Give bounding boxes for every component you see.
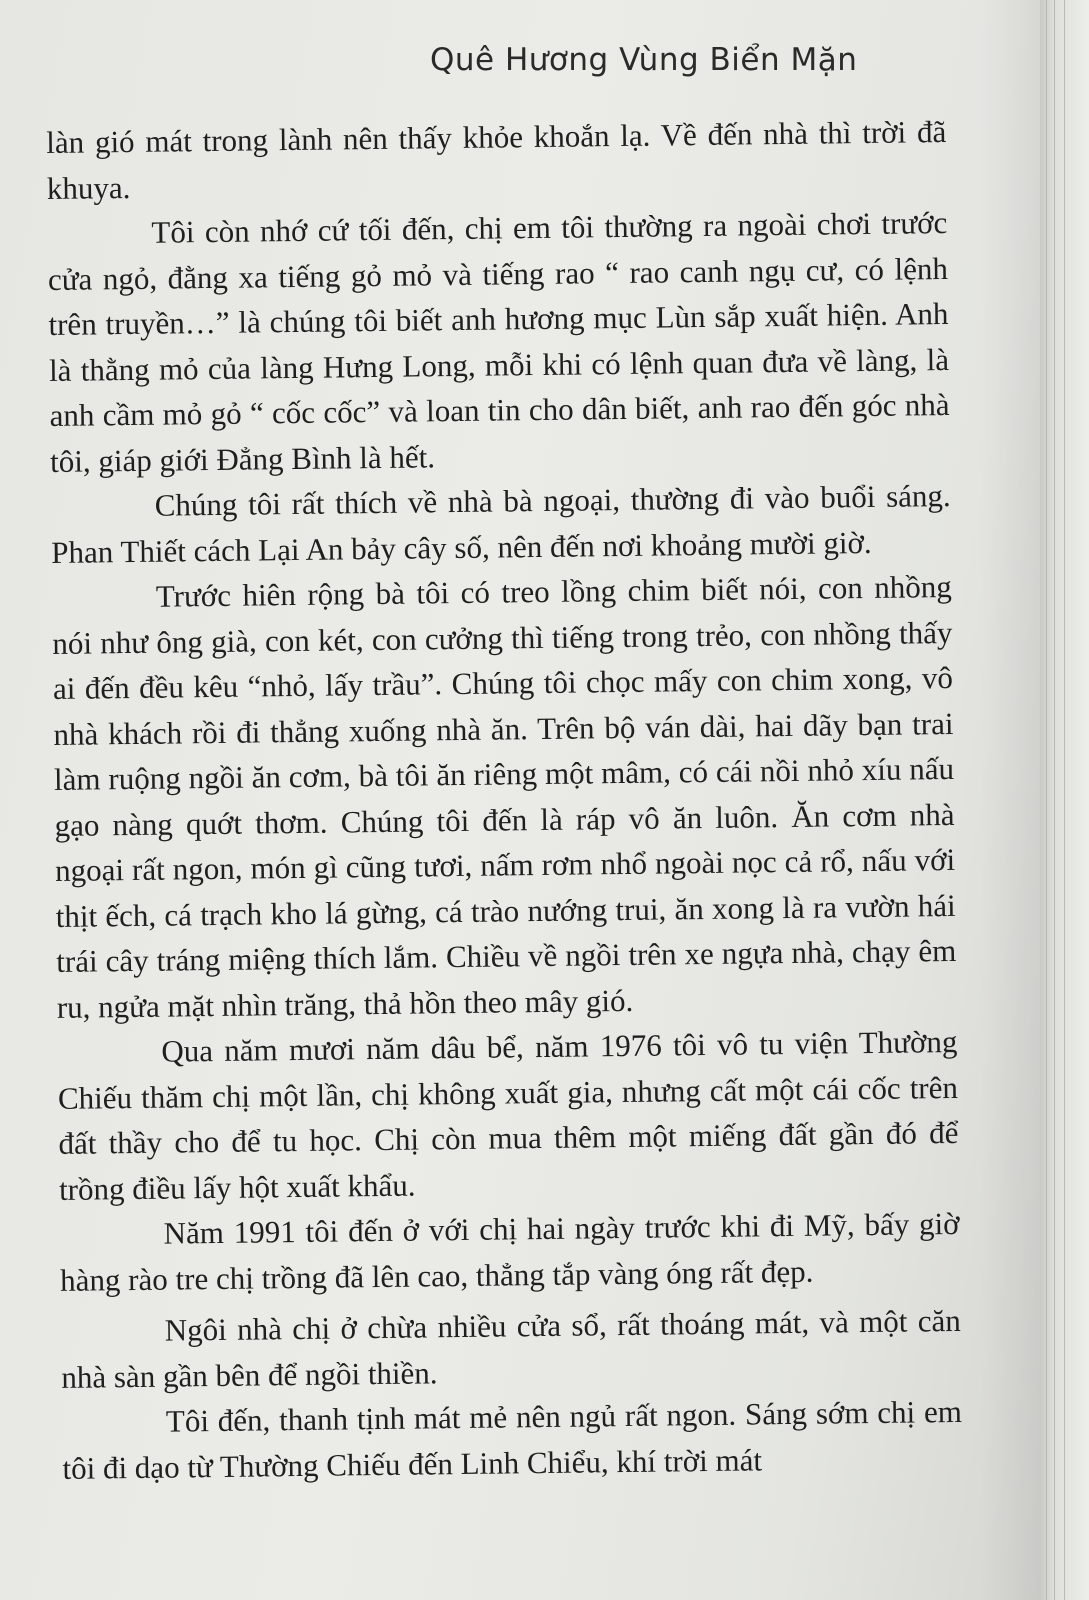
- paragraph-8: Tôi đến, thanh tịnh mát mẻ nên ngủ rất ngon. Sáng sớm chị em tôi đi dạo từ Thường Chiếu đến Linh Chiểu, khí trời mát: [62, 1393, 963, 1486]
- paragraph-6: Năm 1991 tôi đến ở với chị hai ngày trước khi đi Mỹ, bấy giờ hàng rào tre chị trồng đã lên cao, thẳng tắp vàng óng rất đẹp.: [59, 1205, 960, 1298]
- page-fold-shadow: [980, 0, 1040, 1600]
- paragraph-3: Chúng tôi rất thích về nhà bà ngoại, thường đi vào buổi sáng. Phan Thiết cách Lại An bảy cây số, nên đến nơi khoảng mười giờ.: [51, 477, 951, 570]
- paragraph-2: Tôi còn nhớ cứ tối đến, chị em tôi thường ra ngoài chơi trước cửa ngỏ, đằng xa tiếng gỏ mỏ và tiếng rao “ rao canh ngụ cư, có lệnh trên truyền…” là chúng tôi biết anh hương mục Lùn sắp xuất hiện. Anh là thằng mỏ của làng Hưng Long, mỗi khi có lệnh quan đưa về làng, là anh cầm mỏ gỏ “ cốc cốc” và loan tin cho dân biết, anh rao đến góc nhà tôi, giáp giới Đẳng Bình là hết.: [47, 204, 950, 479]
- paragraph-4: Trước hiên rộng bà tôi có treo lồng chim biết nói, con nhồng nói như ông già, con két, con cưởng thì tiếng trong trẻo, con nhồng thấy ai đến đều kêu “nhỏ, lấy trầu”. Chúng tôi chọc mấy con chim xong, vô nhà khách rồi đi thẳng xuống nhà ăn. Trên bộ ván dài, hai dãy bạn trai làm ruộng ngồi ăn cơm, bà tôi ăn riêng một mâm, có cái nồi nhỏ xíu nấu gạo nàng quớt thơm. Chúng tôi đến là ráp vô ăn luôn. Ăn cơm nhà ngoại rất ngon, món gì cũng tươi, nấm rơm nhổ ngoài nọc cả rổ, nấu với thịt ếch, cá trạch kho lá gừng, cá trào nướng trui, ăn xong là ra vườn hái trái cây tráng miệng thích lắm. Chiều về ngồi trên xe ngựa nhà, chạy êm ru, ngửa mặt nhìn trăng, thả hồn theo mây gió.: [52, 568, 957, 1025]
- body-text: [46, 109, 963, 1491]
- paragraph-5: Qua năm mươi năm dâu bể, năm 1976 tôi vô tu viện Thường Chiếu thăm chị một lần, chị không xuất gia, nhưng cất một cái cốc trên đất thầy cho để tu học. Chị còn mua thêm một miếng đất gần đó để trồng điều lấy hột xuất khẩu.: [57, 1023, 959, 1207]
- running-head: Quê Hương Vùng Biển Mặn: [430, 42, 858, 78]
- paragraph-7: Ngôi nhà chị ở chừa nhiều cửa sổ, rất thoáng mát, và một căn nhà sàn gần bên để ngồi thiền.: [61, 1302, 961, 1395]
- page-stack-edge: [1040, 0, 1089, 1600]
- paragraph-1: làn gió mát trong lành nên thấy khỏe khoắn lạ. Về đến nhà thì trời đã khuya.: [46, 114, 947, 206]
